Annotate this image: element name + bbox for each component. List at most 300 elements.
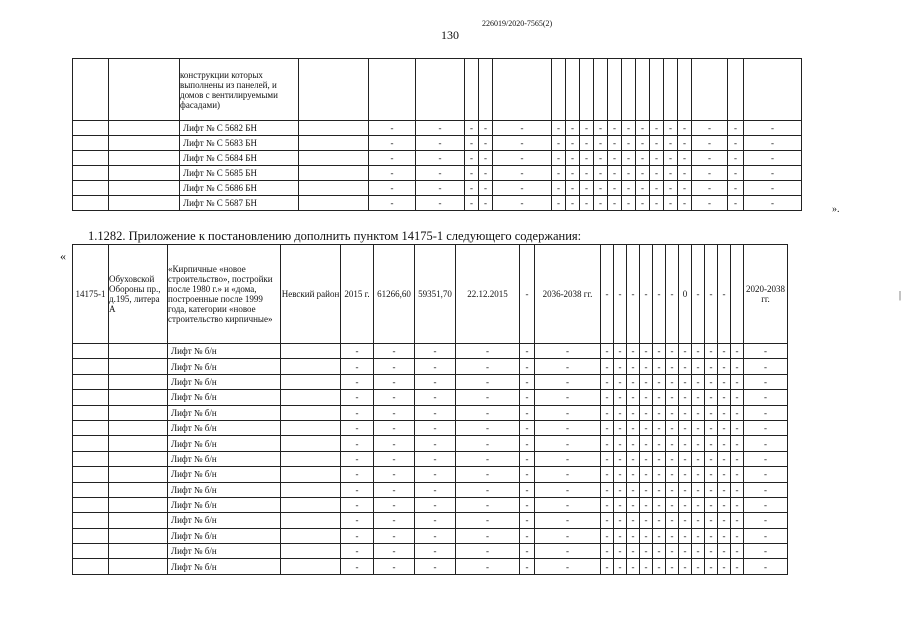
closing-quote: ». (832, 204, 840, 215)
lift-label: Лифт № б/н (168, 559, 281, 574)
dash-cell: - (566, 121, 580, 136)
dash-cell: - (653, 451, 666, 466)
dash-cell: - (705, 390, 718, 405)
dash-cell: - (653, 390, 666, 405)
dash-cell: - (608, 196, 622, 211)
dash-cell: - (678, 151, 692, 166)
dash-cell: - (666, 344, 679, 359)
dash-cell: - (608, 181, 622, 196)
dash-cell: - (374, 559, 415, 574)
dash-cell: - (374, 405, 415, 420)
dash-cell: - (666, 528, 679, 543)
dash-cell: - (705, 544, 718, 559)
dash-cell: - (666, 467, 679, 482)
empty-cell (73, 559, 109, 574)
dash-cell: - (369, 181, 416, 196)
dash-cell: - (653, 559, 666, 574)
dash-cell: - (705, 528, 718, 543)
dash-cell: - (666, 405, 679, 420)
address: Обуховской Обороны пр., д.195, литера А (109, 245, 168, 344)
dash-cell: - (705, 482, 718, 497)
empty-cell (109, 181, 180, 196)
dash-cell: - (627, 513, 640, 528)
dash-cell: - (416, 136, 465, 151)
dash-cell: - (718, 390, 731, 405)
dash-cell: - (415, 451, 456, 466)
dash-cell: - (520, 344, 535, 359)
dash-cell: - (705, 420, 718, 435)
dash-cell: - (653, 245, 666, 344)
dash-cell: - (614, 405, 627, 420)
dash-cell: - (640, 359, 653, 374)
dash-cell: - (614, 513, 627, 528)
table-row (73, 121, 802, 136)
category-text: конструкции которых выполнены из панелей, и домов с вентилируемыми фасадами) (180, 59, 299, 121)
dash-cell: - (627, 544, 640, 559)
lift-label: Лифт № б/н (168, 528, 281, 543)
dash-cell: - (640, 390, 653, 405)
dash-cell: - (718, 559, 731, 574)
empty-cell (73, 344, 109, 359)
empty-cell (281, 344, 341, 359)
dash-cell: - (640, 528, 653, 543)
dash-cell: - (601, 359, 614, 374)
dash-cell: - (415, 467, 456, 482)
dash-cell: - (650, 181, 664, 196)
table-row (73, 390, 788, 405)
dash-cell: - (341, 436, 374, 451)
empty-cell (281, 544, 341, 559)
dash-cell: - (456, 513, 520, 528)
dash-cell: - (731, 374, 744, 389)
dash-cell: - (601, 374, 614, 389)
value-2: 59351,70 (415, 245, 456, 344)
dash-cell: - (535, 451, 601, 466)
empty-cell (281, 420, 341, 435)
dash-cell: - (535, 513, 601, 528)
dash-cell: - (601, 467, 614, 482)
table-row (73, 181, 802, 196)
dash-cell: - (456, 451, 520, 466)
year: 2015 г. (341, 245, 374, 344)
dash-cell: - (601, 451, 614, 466)
dash-cell: - (493, 151, 552, 166)
dash-cell: - (664, 151, 678, 166)
dash-cell: - (520, 528, 535, 543)
dash-cell: - (341, 359, 374, 374)
dash-cell: - (653, 344, 666, 359)
dash-cell: - (341, 467, 374, 482)
dash-cell: - (744, 166, 802, 181)
dash-cell: - (374, 359, 415, 374)
dash-cell: - (341, 374, 374, 389)
dash-cell: - (456, 344, 520, 359)
dash-cell: - (374, 467, 415, 482)
empty-cell (73, 151, 109, 166)
dash-cell: - (456, 374, 520, 389)
dash-cell: - (465, 196, 479, 211)
dash-cell: - (456, 559, 520, 574)
dash-cell: - (640, 405, 653, 420)
empty-cell (109, 151, 180, 166)
dash-cell: - (728, 136, 744, 151)
dash-cell: - (705, 374, 718, 389)
dash-cell: - (718, 405, 731, 420)
dash-cell: - (552, 196, 566, 211)
lift-label: Лифт № б/н (168, 497, 281, 512)
empty-cell (281, 359, 341, 374)
dash-cell: - (566, 136, 580, 151)
empty-cell (109, 121, 180, 136)
dash-cell: - (653, 482, 666, 497)
dash-cell: - (369, 151, 416, 166)
dash-cell: - (465, 151, 479, 166)
dash-cell: - (666, 497, 679, 512)
dash-cell: - (692, 497, 705, 512)
dash-cell: - (640, 513, 653, 528)
dash-cell: - (666, 513, 679, 528)
empty-cell (109, 467, 168, 482)
table-row (73, 245, 788, 344)
lift-label: Лифт № б/н (168, 390, 281, 405)
lift-label: Лифт № б/н (168, 420, 281, 435)
dash-cell: - (718, 436, 731, 451)
period: 2036-2038 гг. (535, 245, 601, 344)
dash-cell: - (744, 121, 802, 136)
dash-cell: - (566, 196, 580, 211)
dash-cell: - (614, 420, 627, 435)
dash-cell: - (640, 497, 653, 512)
lift-label: Лифт № С 5686 БН (180, 181, 299, 196)
dash-cell: - (601, 513, 614, 528)
dash-cell: - (580, 136, 594, 151)
empty-cell (73, 196, 109, 211)
dash-cell: - (580, 181, 594, 196)
dash-cell: - (627, 451, 640, 466)
dash-cell: - (552, 136, 566, 151)
dash-cell: - (744, 497, 788, 512)
table-row (73, 513, 788, 528)
dash-cell: - (627, 482, 640, 497)
dash-cell: - (666, 359, 679, 374)
dash-cell: - (636, 181, 650, 196)
dash-cell: - (640, 420, 653, 435)
lift-label: Лифт № б/н (168, 482, 281, 497)
dash-cell: - (627, 528, 640, 543)
dash-cell: - (465, 136, 479, 151)
dash-cell: - (653, 420, 666, 435)
dash-cell: - (479, 136, 493, 151)
dash-cell: - (718, 513, 731, 528)
dash-cell: - (601, 245, 614, 344)
empty-cell (281, 374, 341, 389)
dash-cell: - (666, 559, 679, 574)
dash-cell: - (465, 121, 479, 136)
dash-cell: - (520, 482, 535, 497)
dash-cell: - (692, 559, 705, 574)
empty-cell (73, 513, 109, 528)
empty-cell (109, 166, 180, 181)
dash-cell: - (678, 166, 692, 181)
dash-cell: - (731, 344, 744, 359)
zero-cell: 0 (679, 245, 692, 344)
dash-cell: - (601, 436, 614, 451)
dash-cell: - (692, 467, 705, 482)
dash-cell: - (744, 344, 788, 359)
dash-cell: - (666, 451, 679, 466)
empty-cell (73, 359, 109, 374)
lift-label: Лифт № б/н (168, 513, 281, 528)
dash-cell: - (692, 344, 705, 359)
dash-cell: - (692, 121, 728, 136)
dash-cell: - (622, 196, 636, 211)
dash-cell: - (415, 390, 456, 405)
lift-label: Лифт № б/н (168, 451, 281, 466)
dash-cell: - (456, 359, 520, 374)
dash-cell: - (679, 497, 692, 512)
dash-cell: - (535, 436, 601, 451)
dash-cell: - (479, 121, 493, 136)
dash-cell: - (650, 151, 664, 166)
dash-cell: - (627, 390, 640, 405)
dash-cell: - (666, 374, 679, 389)
dash-cell: - (666, 436, 679, 451)
dash-cell: - (679, 482, 692, 497)
dash-cell: - (650, 196, 664, 211)
margin-mark: | (899, 290, 902, 301)
dash-cell: - (341, 482, 374, 497)
dash-cell: - (415, 497, 456, 512)
dash-cell: - (341, 544, 374, 559)
empty-cell (281, 451, 341, 466)
dash-cell: - (744, 359, 788, 374)
dash-cell: - (594, 136, 608, 151)
dash-cell: - (718, 482, 731, 497)
dash-cell: - (416, 196, 465, 211)
dash-cell: - (679, 374, 692, 389)
dash-cell: - (614, 544, 627, 559)
dash-cell: - (580, 151, 594, 166)
dash-cell: - (456, 390, 520, 405)
dash-cell: - (535, 420, 601, 435)
dash-cell: - (692, 482, 705, 497)
table-row (73, 497, 788, 512)
dash-cell: - (692, 420, 705, 435)
dash-cell: - (456, 482, 520, 497)
dash-cell: - (627, 344, 640, 359)
dash-cell: - (692, 436, 705, 451)
dash-cell: - (653, 436, 666, 451)
dash-cell: - (653, 513, 666, 528)
dash-cell: - (479, 196, 493, 211)
dash-cell: - (653, 528, 666, 543)
dash-cell: - (731, 436, 744, 451)
dash-cell: - (679, 390, 692, 405)
dash-cell: - (594, 196, 608, 211)
dash-cell: - (479, 166, 493, 181)
table-row (73, 420, 788, 435)
dash-cell: - (465, 166, 479, 181)
dash-cell: - (692, 181, 728, 196)
dash-cell: - (415, 513, 456, 528)
table-row (73, 196, 802, 211)
dash-cell: - (636, 196, 650, 211)
table-row (73, 151, 802, 166)
dash-cell: - (678, 196, 692, 211)
lift-label: Лифт № С 5687 БН (180, 196, 299, 211)
dash-cell: - (608, 121, 622, 136)
lift-label: Лифт № С 5685 БН (180, 166, 299, 181)
dash-cell: - (622, 121, 636, 136)
dash-cell: - (374, 344, 415, 359)
dash-cell: - (679, 359, 692, 374)
dash-cell: - (679, 544, 692, 559)
dash-cell: - (692, 374, 705, 389)
dash-cell: - (416, 166, 465, 181)
dash-cell: - (374, 497, 415, 512)
dash-cell: - (640, 544, 653, 559)
empty-cell (109, 344, 168, 359)
dash-cell: - (731, 451, 744, 466)
dash-cell: - (679, 528, 692, 543)
dash-cell: - (731, 544, 744, 559)
dash-cell: - (535, 467, 601, 482)
dash-cell: - (622, 136, 636, 151)
table-row (73, 467, 788, 482)
document-number: 226019/2020-7565(2) (482, 19, 553, 28)
dash-cell: - (456, 405, 520, 420)
lift-label: Лифт № б/н (168, 544, 281, 559)
dash-cell: - (679, 559, 692, 574)
table-row (73, 59, 802, 121)
dash-cell: - (416, 151, 465, 166)
empty-cell (73, 482, 109, 497)
empty-cell (281, 513, 341, 528)
dash-cell: - (666, 482, 679, 497)
dash-cell: - (608, 136, 622, 151)
empty-cell (73, 544, 109, 559)
dash-cell: - (640, 482, 653, 497)
dash-cell: - (640, 451, 653, 466)
dash-cell: - (640, 559, 653, 574)
dash-cell: - (341, 451, 374, 466)
dash-cell: - (601, 559, 614, 574)
table-row (73, 344, 788, 359)
empty-cell (109, 451, 168, 466)
dash-cell: - (653, 467, 666, 482)
dash-cell: - (479, 151, 493, 166)
dash-cell: - (705, 245, 718, 344)
dash-cell: - (415, 359, 456, 374)
dash-cell: - (627, 245, 640, 344)
dash-cell: - (692, 528, 705, 543)
dash-cell: - (493, 136, 552, 151)
empty-cell (73, 528, 109, 543)
dash-cell: - (744, 405, 788, 420)
dash-cell: - (705, 436, 718, 451)
empty-cell (73, 166, 109, 181)
dash-cell: - (456, 420, 520, 435)
empty-cell (109, 544, 168, 559)
dash-cell: - (705, 359, 718, 374)
dash-cell: - (718, 359, 731, 374)
dash-cell: - (678, 121, 692, 136)
table-new-item (72, 244, 788, 575)
dash-cell: - (744, 181, 802, 196)
dash-cell: - (341, 405, 374, 420)
table-row (73, 166, 802, 181)
dash-cell: - (341, 420, 374, 435)
dash-cell: - (594, 151, 608, 166)
dash-cell: - (705, 467, 718, 482)
dash-cell: - (679, 420, 692, 435)
dash-cell: - (341, 513, 374, 528)
table-row (73, 482, 788, 497)
dash-cell: - (580, 196, 594, 211)
dash-cell: - (520, 436, 535, 451)
dash-cell: - (535, 359, 601, 374)
dash-cell: - (614, 390, 627, 405)
empty-cell (281, 467, 341, 482)
dash-cell: - (744, 513, 788, 528)
empty-cell (109, 136, 180, 151)
empty-cell (281, 436, 341, 451)
empty-cell (281, 482, 341, 497)
dash-cell: - (653, 405, 666, 420)
dash-cell: - (728, 196, 744, 211)
empty-cell (73, 136, 109, 151)
instruction-text: 1.1282. Приложение к постановлению дополнить пунктом 14175-1 следующего содержания: (88, 229, 582, 243)
dash-cell: - (718, 467, 731, 482)
dash-cell: - (728, 121, 744, 136)
dash-cell: - (718, 344, 731, 359)
lift-label: Лифт № С 5684 БН (180, 151, 299, 166)
dash-cell: - (705, 451, 718, 466)
dash-cell: - (666, 420, 679, 435)
empty-cell (299, 121, 369, 136)
dash-cell: - (692, 166, 728, 181)
dash-cell: - (744, 420, 788, 435)
dash-cell: - (535, 390, 601, 405)
dash-cell: - (627, 374, 640, 389)
dash-cell: - (535, 497, 601, 512)
dash-cell: - (608, 151, 622, 166)
table-row (73, 374, 788, 389)
dash-cell: - (493, 196, 552, 211)
dash-cell: - (614, 245, 627, 344)
dash-cell: - (341, 497, 374, 512)
dash-cell: - (679, 436, 692, 451)
dash-cell: - (653, 497, 666, 512)
dash-cell: - (416, 181, 465, 196)
dash-cell: - (520, 467, 535, 482)
dash-cell: - (374, 544, 415, 559)
dash-cell: - (594, 181, 608, 196)
dash-cell: - (520, 390, 535, 405)
dash-cell: - (416, 121, 465, 136)
dash-cell: - (594, 121, 608, 136)
dash-cell: - (415, 420, 456, 435)
dash-cell: - (731, 467, 744, 482)
dash-cell: - (520, 374, 535, 389)
dash-cell: - (705, 405, 718, 420)
dash-cell: - (744, 544, 788, 559)
dash-cell: - (640, 344, 653, 359)
dash-cell: - (415, 482, 456, 497)
dash-cell: - (731, 528, 744, 543)
dash-cell: - (535, 528, 601, 543)
empty-cell (109, 196, 180, 211)
